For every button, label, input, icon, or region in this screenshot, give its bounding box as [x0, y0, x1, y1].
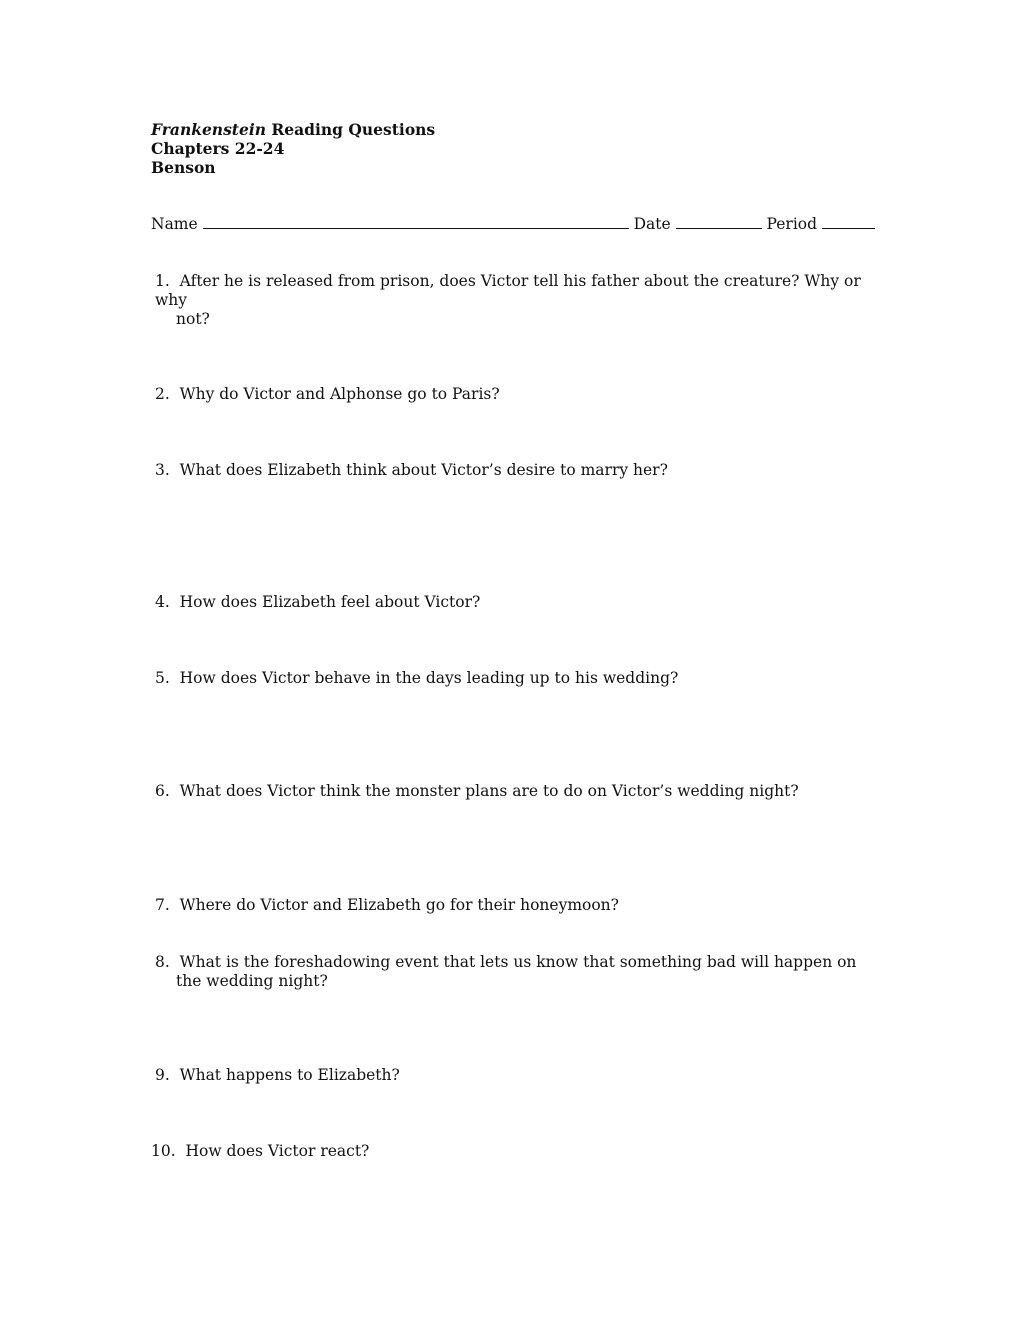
- book-title: Frankenstein: [151, 120, 266, 139]
- question-number: 1.: [155, 272, 170, 290]
- question-text: What is the foreshadowing event that lets us know that something bad will happen on: [179, 953, 857, 971]
- name-blank[interactable]: [203, 214, 629, 229]
- question-8: [155, 953, 875, 991]
- question-2: [155, 385, 500, 404]
- question-6: [155, 782, 799, 801]
- question-3: [155, 461, 668, 480]
- question-number: 9.: [155, 1066, 170, 1084]
- question-text: What happens to Elizabeth?: [179, 1066, 400, 1084]
- title-rest: Reading Questions: [266, 120, 436, 139]
- student-info-line: [151, 214, 875, 234]
- question-text: What does Victor think the monster plans are to do on Victor’s wedding night?: [179, 782, 799, 800]
- question-4: [155, 593, 480, 612]
- period-blank[interactable]: [822, 214, 875, 229]
- question-number: 5.: [155, 669, 170, 687]
- question-number: 2.: [155, 385, 170, 403]
- question-5: [155, 669, 678, 688]
- question-number: 4.: [155, 593, 170, 611]
- date-blank[interactable]: [676, 214, 762, 229]
- question-text: How does Victor behave in the days leading up to his wedding?: [179, 669, 679, 687]
- question-text: Why do Victor and Alphonse go to Paris?: [179, 385, 500, 403]
- worksheet-header: [151, 120, 435, 177]
- question-number: 8.: [155, 953, 170, 971]
- question-number: 3.: [155, 461, 170, 479]
- chapters-label: Chapters 22-24: [151, 139, 285, 158]
- question-number: 7.: [155, 896, 170, 914]
- question-text: What does Elizabeth think about Victor’s desire to marry her?: [179, 461, 668, 479]
- question-number: 6.: [155, 782, 170, 800]
- question-text: How does Victor react?: [185, 1142, 370, 1160]
- question-7: [155, 896, 619, 915]
- question-text: After he is released from prison, does Victor tell his father about the creature? Why or why: [155, 272, 861, 309]
- question-10: [151, 1142, 369, 1161]
- question-9: [155, 1066, 400, 1085]
- question-text: Where do Victor and Elizabeth go for their honeymoon?: [179, 896, 619, 914]
- question-number: 10.: [151, 1142, 176, 1160]
- question-text: How does Elizabeth feel about Victor?: [179, 593, 481, 611]
- date-label: Date: [633, 215, 671, 233]
- worksheet-title: [151, 120, 435, 139]
- question-1: [155, 272, 875, 329]
- question-text-continued: the wedding night?: [176, 972, 328, 990]
- teacher-name: Benson: [151, 158, 216, 177]
- question-text-continued: not?: [176, 310, 210, 328]
- period-label: Period: [766, 215, 818, 233]
- name-label: Name: [151, 215, 198, 233]
